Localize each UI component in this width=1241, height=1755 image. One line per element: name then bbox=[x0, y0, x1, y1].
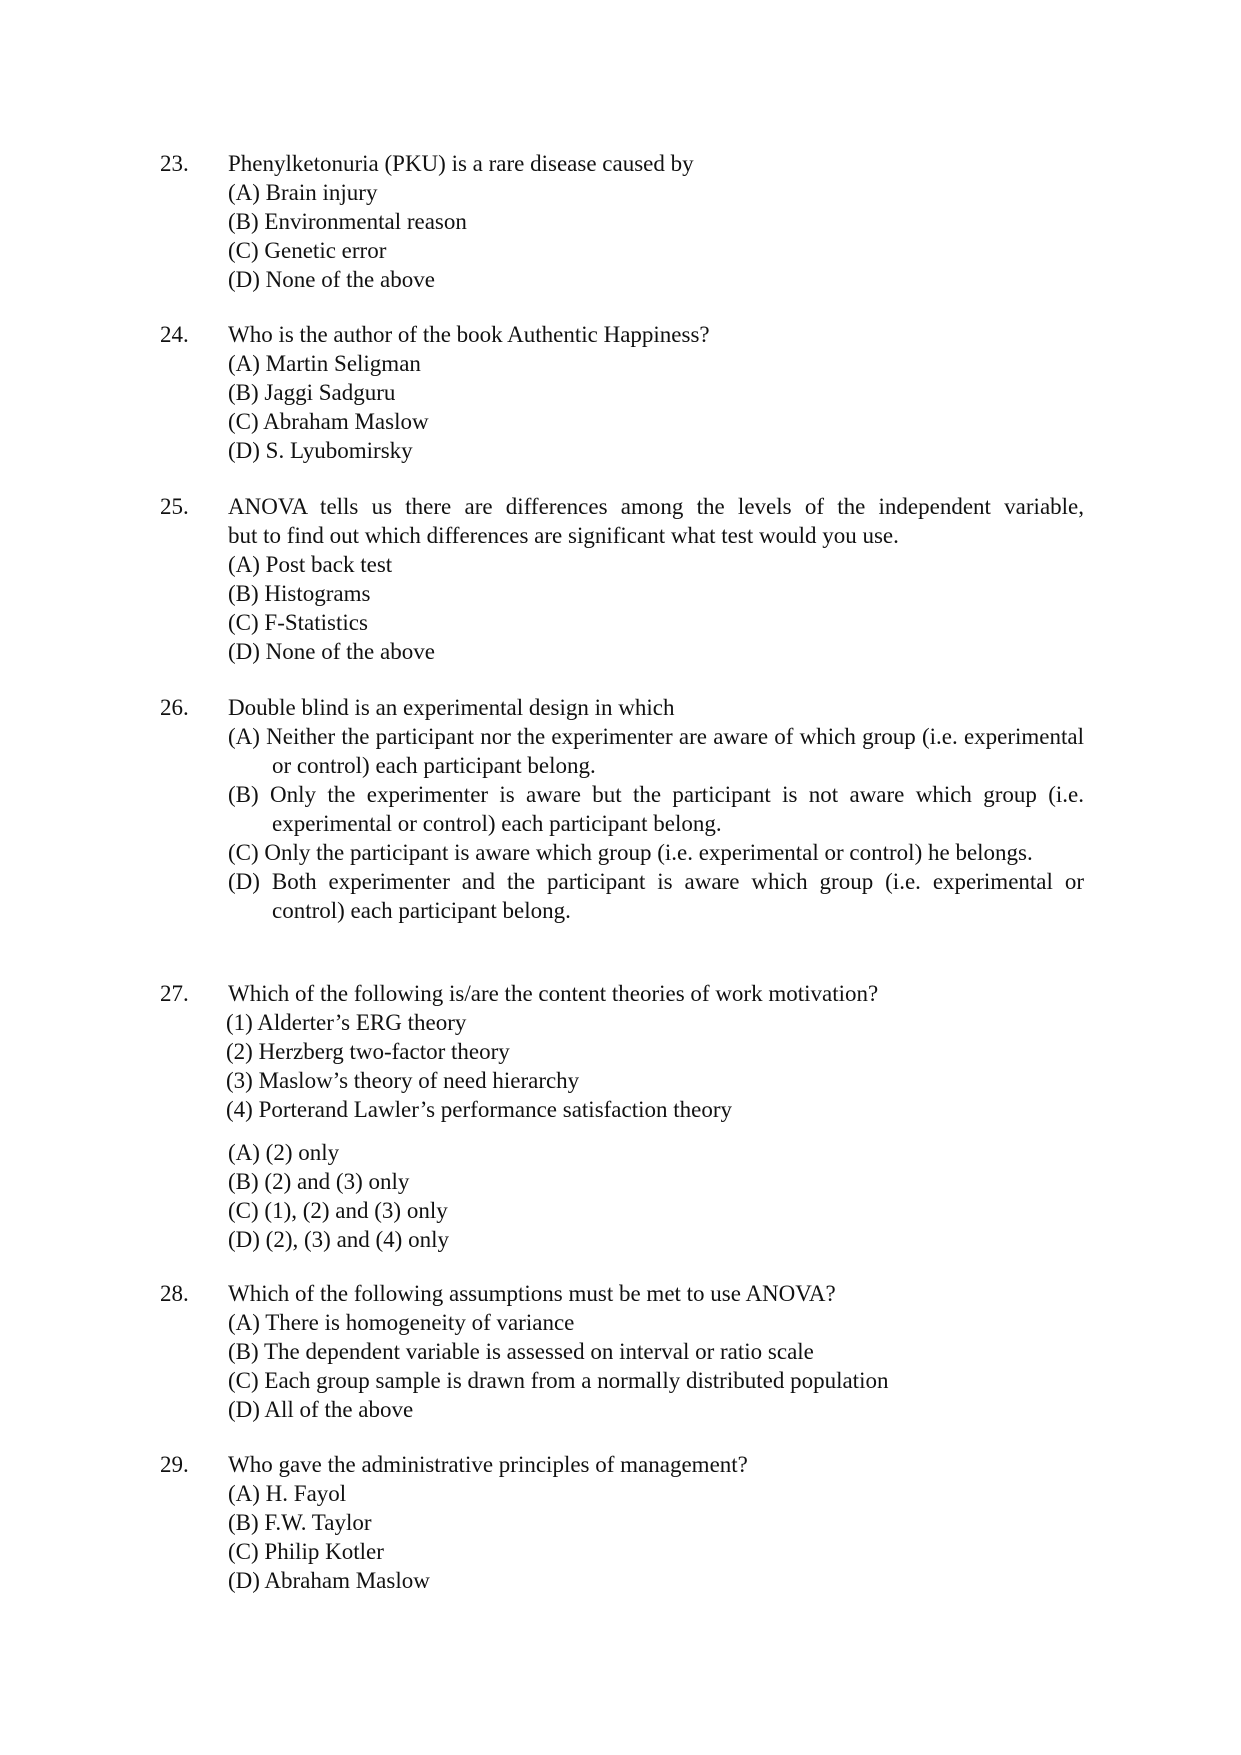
question-body bbox=[228, 1279, 1084, 1424]
question-number: 26. bbox=[160, 695, 189, 720]
option-a: (A) Post back test bbox=[228, 552, 393, 577]
question-body bbox=[228, 320, 1084, 465]
statement-4: (4) Porterand Lawler’s performance satisfaction theory bbox=[226, 1097, 733, 1122]
option-b: (B) Histograms bbox=[228, 581, 371, 606]
question-text: Who is the author of the book Authentic Happiness? bbox=[228, 322, 710, 347]
question-text: Which of the following assumptions must be met to use ANOVA? bbox=[228, 1281, 836, 1306]
option-d: (D) None of the above bbox=[228, 639, 435, 664]
statement-1: (1) Alderter’s ERG theory bbox=[226, 1010, 467, 1035]
spacer bbox=[228, 1124, 1084, 1138]
question-body bbox=[228, 693, 1084, 925]
option-d: (D) All of the above bbox=[228, 1397, 414, 1422]
option-c: (C) Only the participant is aware which group (i.e. experimental or control) he belongs. bbox=[228, 840, 1033, 865]
option-d: (D) Abraham Maslow bbox=[228, 1568, 430, 1593]
option-c: (C) Each group sample is drawn from a normally distributed population bbox=[228, 1368, 889, 1393]
option-c: (C) (1), (2) and (3) only bbox=[228, 1198, 448, 1223]
question-number: 27. bbox=[160, 981, 189, 1006]
question-text-line-2: but to find out which differences are significant what test would you use. bbox=[228, 523, 899, 548]
question-text: Who gave the administrative principles of management? bbox=[228, 1452, 748, 1477]
question-number: 28. bbox=[160, 1281, 189, 1306]
option-b: (B) The dependent variable is assessed on interval or ratio scale bbox=[228, 1339, 814, 1364]
question-text-line-1: ANOVA tells us there are differences among the levels of the independent variable, bbox=[228, 494, 1084, 519]
question-body bbox=[228, 492, 1084, 666]
option-a: (A) (2) only bbox=[228, 1140, 340, 1165]
question-text: Double blind is an experimental design in which bbox=[228, 695, 675, 720]
option-c: (C) F-Statistics bbox=[228, 610, 368, 635]
question-body bbox=[228, 979, 1084, 1254]
option-c: (C) Philip Kotler bbox=[228, 1539, 384, 1564]
option-a: (A) H. Fayol bbox=[228, 1481, 347, 1506]
option-b: (B) Only the experimenter is aware but the participant is not aware which group (i.e. experimental or control) each participant belong. bbox=[228, 782, 1084, 836]
question-number: 29. bbox=[160, 1452, 189, 1477]
option-b: (B) F.W. Taylor bbox=[228, 1510, 372, 1535]
question-number: 24. bbox=[160, 322, 189, 347]
question-text: Which of the following is/are the content theories of work motivation? bbox=[228, 981, 879, 1006]
option-a: (A) There is homogeneity of variance bbox=[228, 1310, 575, 1335]
question-body bbox=[228, 149, 1084, 294]
question-text: Phenylketonuria (PKU) is a rare disease caused by bbox=[228, 151, 694, 176]
statement-2: (2) Herzberg two-factor theory bbox=[226, 1039, 510, 1064]
option-d: (D) (2), (3) and (4) only bbox=[228, 1227, 449, 1252]
question-body bbox=[228, 1450, 1084, 1595]
statement-3: (3) Maslow’s theory of need hierarchy bbox=[226, 1068, 580, 1093]
option-b: (B) Environmental reason bbox=[228, 209, 467, 234]
option-c: (C) Abraham Maslow bbox=[228, 409, 429, 434]
option-a: (A) Neither the participant nor the experimenter are aware of which group (i.e. experimental or control) each participant belong. bbox=[228, 724, 1084, 778]
question-number: 23. bbox=[160, 151, 189, 176]
option-b: (B) (2) and (3) only bbox=[228, 1169, 410, 1194]
option-a: (A) Martin Seligman bbox=[228, 351, 421, 376]
question-number: 25. bbox=[160, 494, 189, 519]
option-d: (D) Both experimenter and the participant is aware which group (i.e. experimental or control) each participant belong. bbox=[228, 869, 1084, 923]
option-d: (D) S. Lyubomirsky bbox=[228, 438, 413, 463]
option-c: (C) Genetic error bbox=[228, 238, 387, 263]
option-b: (B) Jaggi Sadguru bbox=[228, 380, 396, 405]
option-d: (D) None of the above bbox=[228, 267, 435, 292]
option-a: (A) Brain injury bbox=[228, 180, 378, 205]
